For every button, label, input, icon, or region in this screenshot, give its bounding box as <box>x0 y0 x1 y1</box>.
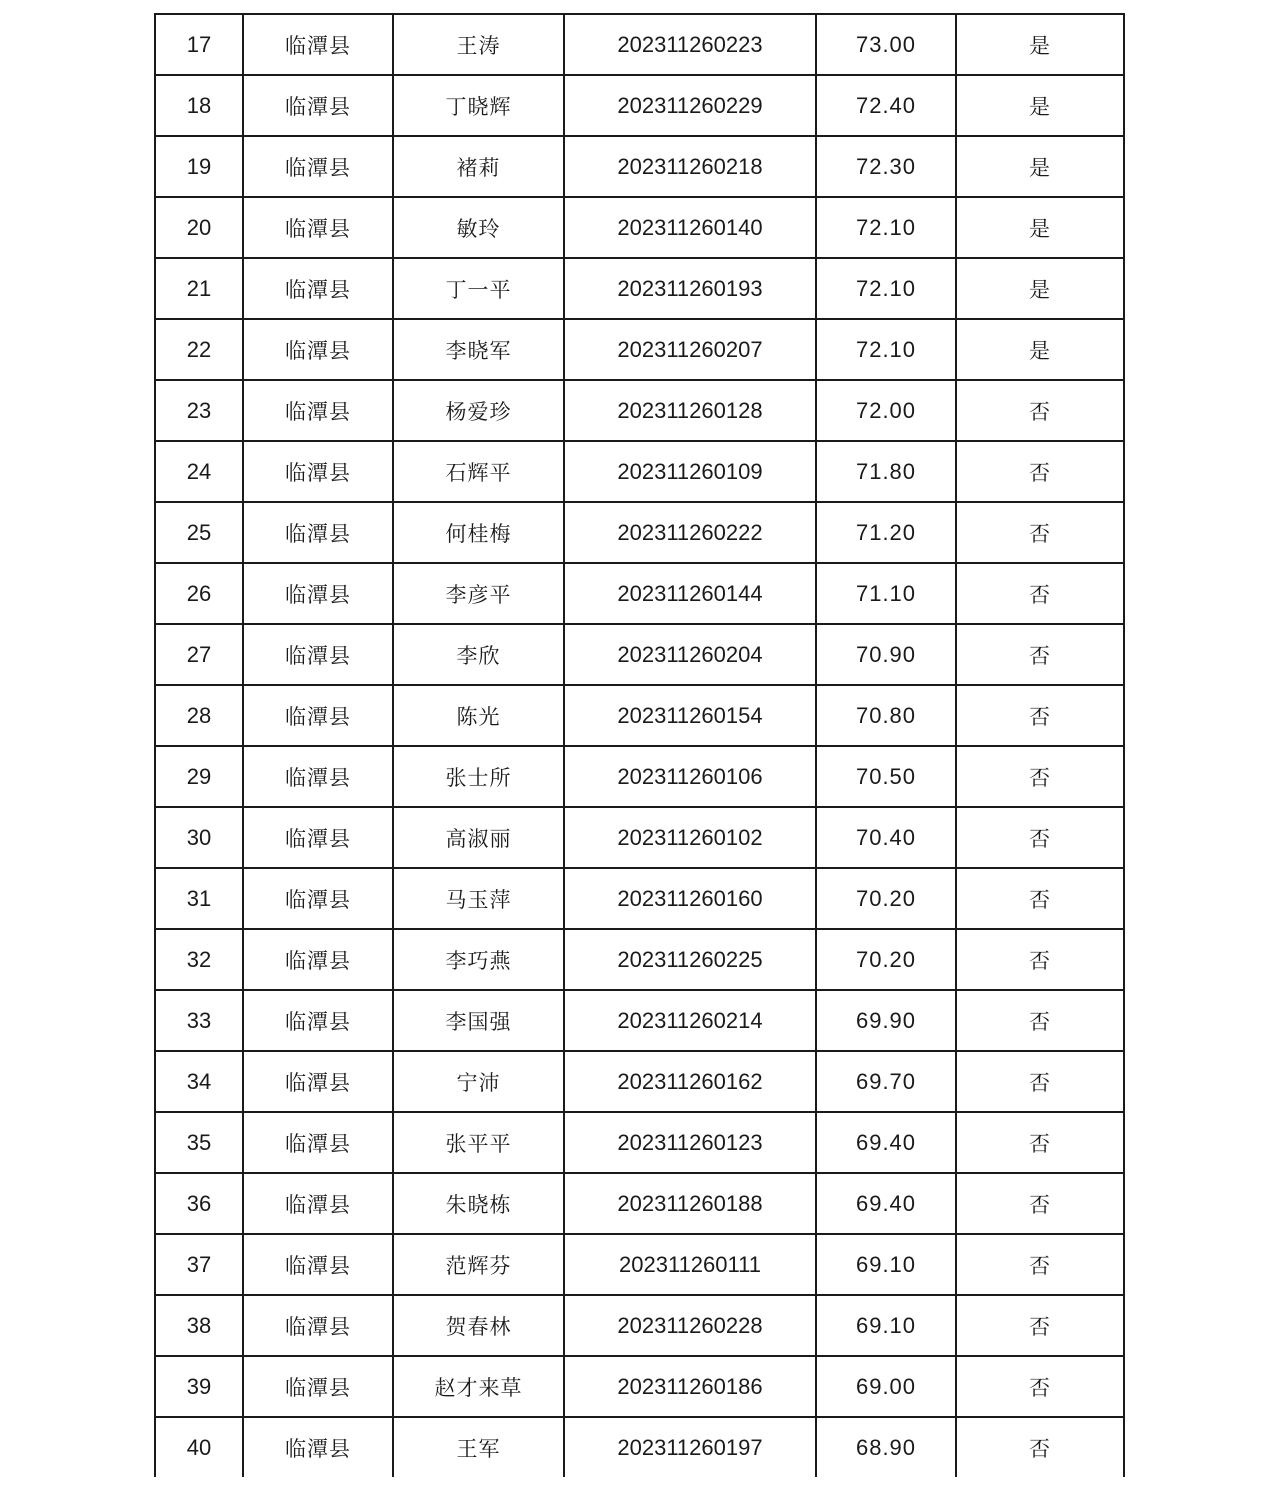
candidate-name-cell: 李彦平 <box>393 563 564 624</box>
county-cell: 临潭县 <box>243 563 393 624</box>
row-number-cell: 18 <box>155 75 243 136</box>
ticket-number-cell: 202311260197 <box>564 1417 816 1477</box>
advance-status-cell: 是 <box>956 14 1124 75</box>
table-row <box>155 197 1124 258</box>
table-row <box>155 502 1124 563</box>
score-cell: 70.40 <box>816 807 956 868</box>
ticket-number-cell: 202311260106 <box>564 746 816 807</box>
ticket-number-cell: 202311260218 <box>564 136 816 197</box>
county-cell: 临潭县 <box>243 868 393 929</box>
county-cell: 临潭县 <box>243 1234 393 1295</box>
county-cell: 临潭县 <box>243 624 393 685</box>
ticket-number-cell: 202311260214 <box>564 990 816 1051</box>
ticket-number-cell: 202311260102 <box>564 807 816 868</box>
advance-status-cell: 否 <box>956 624 1124 685</box>
table-row <box>155 1112 1124 1173</box>
advance-status-cell: 否 <box>956 868 1124 929</box>
score-cell: 70.90 <box>816 624 956 685</box>
candidate-name-cell: 丁晓辉 <box>393 75 564 136</box>
ticket-number-cell: 202311260223 <box>564 14 816 75</box>
county-cell: 临潭县 <box>243 502 393 563</box>
score-cell: 70.20 <box>816 868 956 929</box>
advance-status-cell: 否 <box>956 1112 1124 1173</box>
score-cell: 72.10 <box>816 319 956 380</box>
candidate-name-cell: 杨爱珍 <box>393 380 564 441</box>
advance-status-cell: 否 <box>956 1295 1124 1356</box>
results-table <box>154 13 1125 1477</box>
table-row <box>155 1234 1124 1295</box>
advance-status-cell: 否 <box>956 563 1124 624</box>
candidate-name-cell: 石辉平 <box>393 441 564 502</box>
ticket-number-cell: 202311260188 <box>564 1173 816 1234</box>
row-number-cell: 23 <box>155 380 243 441</box>
county-cell: 临潭县 <box>243 1112 393 1173</box>
candidate-name-cell: 李欣 <box>393 624 564 685</box>
candidate-name-cell: 敏玲 <box>393 197 564 258</box>
advance-status-cell: 否 <box>956 380 1124 441</box>
row-number-cell: 19 <box>155 136 243 197</box>
score-cell: 70.80 <box>816 685 956 746</box>
ticket-number-cell: 202311260228 <box>564 1295 816 1356</box>
row-number-cell: 21 <box>155 258 243 319</box>
advance-status-cell: 是 <box>956 136 1124 197</box>
county-cell: 临潭县 <box>243 990 393 1051</box>
candidate-name-cell: 李巧燕 <box>393 929 564 990</box>
table-row <box>155 319 1124 380</box>
score-cell: 69.10 <box>816 1295 956 1356</box>
candidate-name-cell: 何桂梅 <box>393 502 564 563</box>
ticket-number-cell: 202311260144 <box>564 563 816 624</box>
ticket-number-cell: 202311260160 <box>564 868 816 929</box>
ticket-number-cell: 202311260162 <box>564 1051 816 1112</box>
county-cell: 临潭县 <box>243 929 393 990</box>
advance-status-cell: 否 <box>956 502 1124 563</box>
score-cell: 73.00 <box>816 14 956 75</box>
score-cell: 72.30 <box>816 136 956 197</box>
score-cell: 69.70 <box>816 1051 956 1112</box>
table-row <box>155 807 1124 868</box>
table-row <box>155 1356 1124 1417</box>
table-row <box>155 136 1124 197</box>
advance-status-cell: 否 <box>956 441 1124 502</box>
candidate-name-cell: 李晓军 <box>393 319 564 380</box>
advance-status-cell: 否 <box>956 1051 1124 1112</box>
advance-status-cell: 否 <box>956 990 1124 1051</box>
county-cell: 临潭县 <box>243 1295 393 1356</box>
table-row <box>155 1295 1124 1356</box>
table-row <box>155 258 1124 319</box>
advance-status-cell: 否 <box>956 746 1124 807</box>
table-row <box>155 929 1124 990</box>
ticket-number-cell: 202311260140 <box>564 197 816 258</box>
row-number-cell: 38 <box>155 1295 243 1356</box>
table-row <box>155 380 1124 441</box>
county-cell: 临潭县 <box>243 14 393 75</box>
table-row <box>155 1417 1124 1477</box>
row-number-cell: 28 <box>155 685 243 746</box>
ticket-number-cell: 202311260225 <box>564 929 816 990</box>
ticket-number-cell: 202311260222 <box>564 502 816 563</box>
table-row <box>155 441 1124 502</box>
county-cell: 临潭县 <box>243 197 393 258</box>
row-number-cell: 26 <box>155 563 243 624</box>
advance-status-cell: 否 <box>956 807 1124 868</box>
score-cell: 70.50 <box>816 746 956 807</box>
ticket-number-cell: 202311260229 <box>564 75 816 136</box>
county-cell: 临潭县 <box>243 441 393 502</box>
score-cell: 71.80 <box>816 441 956 502</box>
ticket-number-cell: 202311260128 <box>564 380 816 441</box>
ticket-number-cell: 202311260111 <box>564 1234 816 1295</box>
row-number-cell: 17 <box>155 14 243 75</box>
row-number-cell: 30 <box>155 807 243 868</box>
county-cell: 临潭县 <box>243 75 393 136</box>
ticket-number-cell: 202311260186 <box>564 1356 816 1417</box>
advance-status-cell: 是 <box>956 319 1124 380</box>
ticket-number-cell: 202311260207 <box>564 319 816 380</box>
score-cell: 71.10 <box>816 563 956 624</box>
score-cell: 69.90 <box>816 990 956 1051</box>
candidate-name-cell: 高淑丽 <box>393 807 564 868</box>
candidate-name-cell: 宁沛 <box>393 1051 564 1112</box>
advance-status-cell: 否 <box>956 1356 1124 1417</box>
county-cell: 临潭县 <box>243 1173 393 1234</box>
county-cell: 临潭县 <box>243 1051 393 1112</box>
advance-status-cell: 是 <box>956 75 1124 136</box>
ticket-number-cell: 202311260204 <box>564 624 816 685</box>
score-cell: 72.00 <box>816 380 956 441</box>
candidate-name-cell: 贺春林 <box>393 1295 564 1356</box>
score-cell: 69.40 <box>816 1173 956 1234</box>
table-row <box>155 1173 1124 1234</box>
county-cell: 临潭县 <box>243 807 393 868</box>
row-number-cell: 20 <box>155 197 243 258</box>
candidate-name-cell: 朱晓栋 <box>393 1173 564 1234</box>
candidate-name-cell: 范辉芬 <box>393 1234 564 1295</box>
advance-status-cell: 否 <box>956 1417 1124 1477</box>
ticket-number-cell: 202311260193 <box>564 258 816 319</box>
table-row <box>155 1051 1124 1112</box>
advance-status-cell: 否 <box>956 1234 1124 1295</box>
table-row <box>155 868 1124 929</box>
candidate-name-cell: 陈光 <box>393 685 564 746</box>
advance-status-cell: 是 <box>956 197 1124 258</box>
row-number-cell: 40 <box>155 1417 243 1477</box>
advance-status-cell: 否 <box>956 929 1124 990</box>
county-cell: 临潭县 <box>243 1417 393 1477</box>
candidate-name-cell: 王军 <box>393 1417 564 1477</box>
table-row <box>155 624 1124 685</box>
county-cell: 临潭县 <box>243 319 393 380</box>
ticket-number-cell: 202311260154 <box>564 685 816 746</box>
row-number-cell: 34 <box>155 1051 243 1112</box>
row-number-cell: 25 <box>155 502 243 563</box>
row-number-cell: 29 <box>155 746 243 807</box>
county-cell: 临潭县 <box>243 380 393 441</box>
row-number-cell: 24 <box>155 441 243 502</box>
score-cell: 69.00 <box>816 1356 956 1417</box>
table-row <box>155 14 1124 75</box>
candidate-name-cell: 褚莉 <box>393 136 564 197</box>
table-row <box>155 990 1124 1051</box>
row-number-cell: 22 <box>155 319 243 380</box>
score-cell: 72.40 <box>816 75 956 136</box>
row-number-cell: 35 <box>155 1112 243 1173</box>
score-cell: 70.20 <box>816 929 956 990</box>
table-body <box>155 14 1124 1477</box>
candidate-name-cell: 赵才来草 <box>393 1356 564 1417</box>
table-row <box>155 746 1124 807</box>
candidate-name-cell: 张士所 <box>393 746 564 807</box>
ticket-number-cell: 202311260123 <box>564 1112 816 1173</box>
county-cell: 临潭县 <box>243 136 393 197</box>
table-row <box>155 563 1124 624</box>
row-number-cell: 31 <box>155 868 243 929</box>
candidate-name-cell: 王涛 <box>393 14 564 75</box>
row-number-cell: 37 <box>155 1234 243 1295</box>
advance-status-cell: 否 <box>956 685 1124 746</box>
score-cell: 72.10 <box>816 258 956 319</box>
county-cell: 临潭县 <box>243 1356 393 1417</box>
row-number-cell: 32 <box>155 929 243 990</box>
score-cell: 71.20 <box>816 502 956 563</box>
score-cell: 69.10 <box>816 1234 956 1295</box>
candidate-name-cell: 马玉萍 <box>393 868 564 929</box>
advance-status-cell: 是 <box>956 258 1124 319</box>
score-cell: 72.10 <box>816 197 956 258</box>
candidate-name-cell: 丁一平 <box>393 258 564 319</box>
candidate-name-cell: 张平平 <box>393 1112 564 1173</box>
score-cell: 69.40 <box>816 1112 956 1173</box>
score-cell: 68.90 <box>816 1417 956 1477</box>
row-number-cell: 39 <box>155 1356 243 1417</box>
ticket-number-cell: 202311260109 <box>564 441 816 502</box>
county-cell: 临潭县 <box>243 746 393 807</box>
row-number-cell: 33 <box>155 990 243 1051</box>
advance-status-cell: 否 <box>956 1173 1124 1234</box>
county-cell: 临潭县 <box>243 258 393 319</box>
county-cell: 临潭县 <box>243 685 393 746</box>
candidate-name-cell: 李国强 <box>393 990 564 1051</box>
table-row <box>155 75 1124 136</box>
row-number-cell: 36 <box>155 1173 243 1234</box>
row-number-cell: 27 <box>155 624 243 685</box>
table-row <box>155 685 1124 746</box>
